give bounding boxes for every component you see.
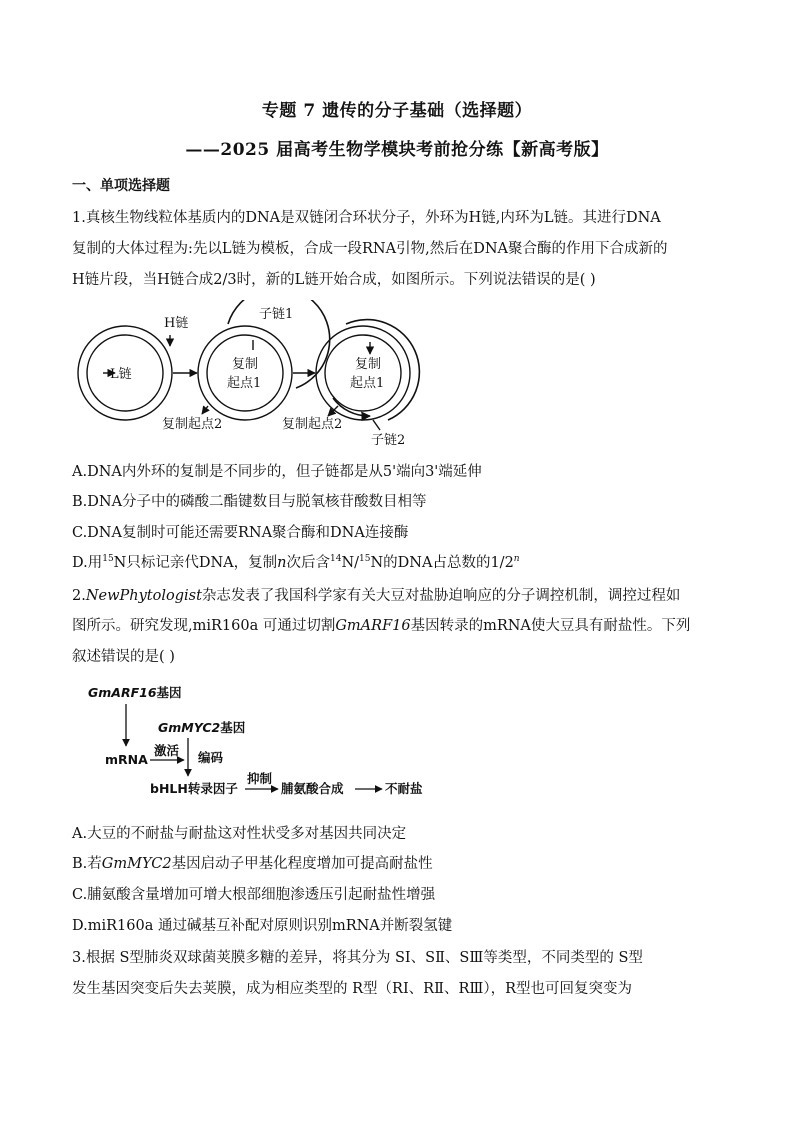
l-chain-label: L链	[110, 367, 132, 382]
origin2-label-a: 复制起点2	[162, 417, 223, 432]
proline-label: 脯氨酸合成	[281, 781, 344, 796]
inner-ring-3	[325, 335, 401, 411]
q3-stem-line-1: 3.根据 S型肺炎双球菌荚膜多糖的差异，将其分为 SⅠ、SⅡ、SⅢ等类型，不同类型的 S型	[72, 950, 643, 966]
page-subtitle: ——2025 届高考生物学模块考前抢分练【新高考版】	[185, 140, 609, 160]
origin2-label-b: 复制起点2	[282, 417, 343, 432]
q2-option-a: A.大豆的不耐盐与耐盐这对性状受多对基因共同决定	[72, 826, 407, 842]
mrna-label: mRNA	[105, 752, 148, 767]
q2-stem-line-3: 叙述错误的是( )	[72, 649, 175, 665]
section-heading: 一、单项选择题	[72, 178, 170, 194]
tf-label: bHLH转录因子	[150, 781, 238, 796]
q2-option-d: D.miR160a 通过碱基互补配对原则识别mRNA并断裂氢键	[72, 918, 453, 934]
origin1-label-c: 复制	[355, 357, 382, 372]
origin1-label-b: 起点1	[227, 376, 262, 391]
q1-option-b: B.DNA分子中的磷酸二酯键数目与脱氧核苷酸数目相等	[72, 494, 427, 510]
q2-stem-line-2: 图所示。研究发现,miR160a 可通过切割GmARF16基因转录的mRNA使大豆具有耐盐性。下列	[72, 618, 691, 634]
inhibit-label: 抑制	[247, 771, 273, 786]
q2-stem-line-1: 2.NewPhytologist杂志发表了我国科学家有关大豆对盐胁迫响应的分子调控机制，调控过程如	[72, 588, 681, 604]
daughter2-label: 子链2	[371, 433, 406, 448]
page-title: 专题 7 遗传的分子基础（选择题）	[261, 101, 533, 121]
inner-ring-2	[207, 335, 283, 411]
gmarf16-gene-label: GmARF16基因	[88, 685, 182, 700]
outer-ring-2	[198, 326, 292, 420]
encode-label: 编码	[198, 750, 224, 765]
q1-stem-line-2: 复制的大体过程为:先以L链为模板，合成一段RNA引物,然后在DNA聚合酶的作用下合成新的	[72, 241, 668, 257]
mtdna-replication-diagram	[70, 300, 430, 450]
gmmyc2-gene-label: GmMYC2基因	[158, 720, 246, 735]
q1-option-a: A.DNA内外环的复制是不同步的，但子链都是从5'端向3'端延伸	[72, 464, 482, 480]
daughter1-label: 子链1	[259, 307, 294, 322]
activate-label: 激活	[154, 743, 180, 758]
h-chain-label: H链	[164, 316, 189, 331]
origin1-label-a: 复制	[232, 357, 259, 372]
result-label: 不耐盐	[385, 781, 423, 796]
q1-option-c: C.DNA复制时可能还需要RNA聚合酶和DNA连接酶	[72, 525, 409, 541]
q3-stem-line-2: 发生基因突变后失去荚膜，成为相应类型的 R型（RⅠ、RⅡ、RⅢ），R型也可回复突变为	[72, 981, 633, 997]
q1-stem-line-3: H链片段，当H链合成2/3时，新的L链开始合成，如图所示。下列说法错误的是( )	[72, 272, 596, 288]
q2-option-b: B.若GmMYC2基因启动子甲基化程度增加可提高耐盐性	[72, 856, 433, 872]
q1-option-d: D.用$^{15}$N只标记亲代DNA，复制n次后含$^{14}$N/$^{15}$N的DNA占总数的1/2$^n$	[72, 554, 520, 571]
salt-tolerance-pathway-diagram	[80, 680, 440, 802]
q1-stem-line-1: 1.真核生物线粒体基质内的DNA是双链闭合环状分子，外环为H链,内环为L链。其进行DNA	[72, 210, 661, 226]
origin1-label-d: 起点1	[350, 376, 385, 391]
q2-option-c: C.脯氨酸含量增加可增大根部细胞渗透压引起耐盐性增强	[72, 887, 436, 903]
